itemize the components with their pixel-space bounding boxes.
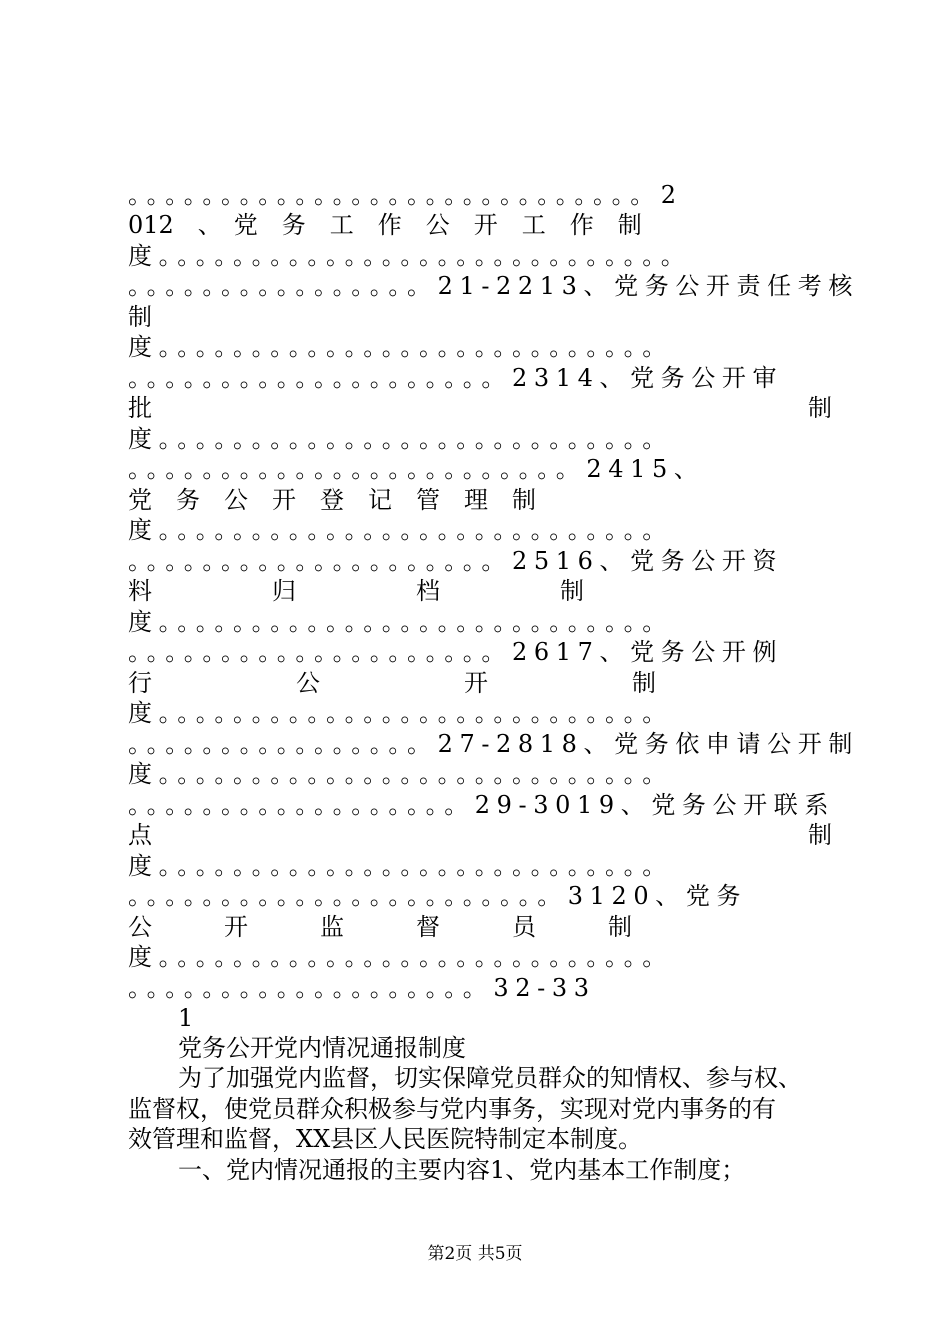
toc-text: 012 、 党 务 工 作 公 开 工 作 制 bbox=[128, 211, 642, 239]
toc-text-left: 批 bbox=[128, 394, 152, 422]
paragraph-line: 为了加强党内监督，切实保障党员群众的知情权、参与权、 bbox=[178, 1064, 802, 1092]
toc-entry-19: 。。。。。。。。。。。。。。。。。。29-3019、党务公开联系 bbox=[128, 791, 835, 819]
toc-line: 度。。。。。。。。。。。。。。。。。。。。。。。。。。。。 bbox=[128, 242, 692, 270]
toc-line bbox=[128, 393, 832, 423]
section-title: 党务公开党内情况通报制度 bbox=[178, 1034, 466, 1062]
paragraph-line: 监督权，使党员群众积极参与党内事务，实现对党内事务的有 bbox=[128, 1095, 776, 1123]
toc-entry-16: 。。。。。。。。。。。。。。。。。。。。2516、党务公开资 bbox=[128, 547, 784, 575]
toc-entry-13: 。。。。。。。。。。。。。。。。21-2213、党务公开责任考核 bbox=[128, 272, 859, 300]
toc-line: 料 归 档 制 bbox=[128, 577, 584, 605]
toc-line: 度。。。。。。。。。。。。。。。。。。。。。。。。。。。 bbox=[128, 516, 673, 544]
toc-line: 度。。。。。。。。。。。。。。。。。。。。。。。。。。。 bbox=[128, 333, 673, 361]
toc-text-left: 点 bbox=[128, 821, 152, 849]
toc-line: 制 bbox=[128, 303, 152, 331]
page-number-marker: 1 bbox=[178, 1004, 194, 1032]
toc-line: 。。。。。。。。。。。。。。。。。。。32-33 bbox=[128, 974, 596, 1002]
toc-line: 行 公 开 制 bbox=[128, 669, 656, 697]
toc-entry-18: 。。。。。。。。。。。。。。。。27-2818、党务依申请公开制 bbox=[128, 730, 859, 758]
toc-line: 党 务 公 开 登 记 管 理 制 bbox=[128, 486, 536, 514]
toc-line: 。。。。。。。。。。。。。。。。。。。。。。。。。。。。2 bbox=[128, 181, 683, 209]
paragraph-line: 效管理和监督，XX县区人民医院特制定本制度。 bbox=[128, 1125, 643, 1153]
toc-line: 度。。。。。。。。。。。。。。。。。。。。。。。。。。。 bbox=[128, 943, 673, 971]
toc-line: 度。。。。。。。。。。。。。。。。。。。。。。。。。。。 bbox=[128, 699, 673, 727]
toc-entry-15: 。。。。。。。。。。。。。。。。。。。。。。。。2415、 bbox=[128, 455, 705, 483]
toc-entry-17: 。。。。。。。。。。。。。。。。。。。。2617、党务公开例 bbox=[128, 638, 784, 666]
toc-entry-20: 。。。。。。。。。。。。。。。。。。。。。。。3120、党务 bbox=[128, 882, 748, 910]
toc-line: 度。。。。。。。。。。。。。。。。。。。。。。。。。。。 bbox=[128, 760, 673, 788]
toc-line: 度。。。。。。。。。。。。。。。。。。。。。。。。。。。 bbox=[128, 608, 673, 636]
toc-line: 度。。。。。。。。。。。。。。。。。。。。。。。。。。。 bbox=[128, 425, 673, 453]
toc-line: 公 开 监 督 员 制 bbox=[128, 913, 632, 941]
toc-text-right: 制 bbox=[808, 821, 832, 849]
paragraph-line: 一、党内情况通报的主要内容1、党内基本工作制度； bbox=[178, 1156, 746, 1184]
toc-entry-14: 。。。。。。。。。。。。。。。。。。。。2314、党务公开审 bbox=[128, 364, 784, 392]
toc-entry-12 bbox=[128, 210, 832, 240]
toc-line: 度。。。。。。。。。。。。。。。。。。。。。。。。。。。 bbox=[128, 852, 673, 880]
page-footer: 第2页 共5页 bbox=[427, 1244, 523, 1264]
toc-text-right: 制 bbox=[808, 394, 832, 422]
toc-line bbox=[128, 820, 832, 850]
